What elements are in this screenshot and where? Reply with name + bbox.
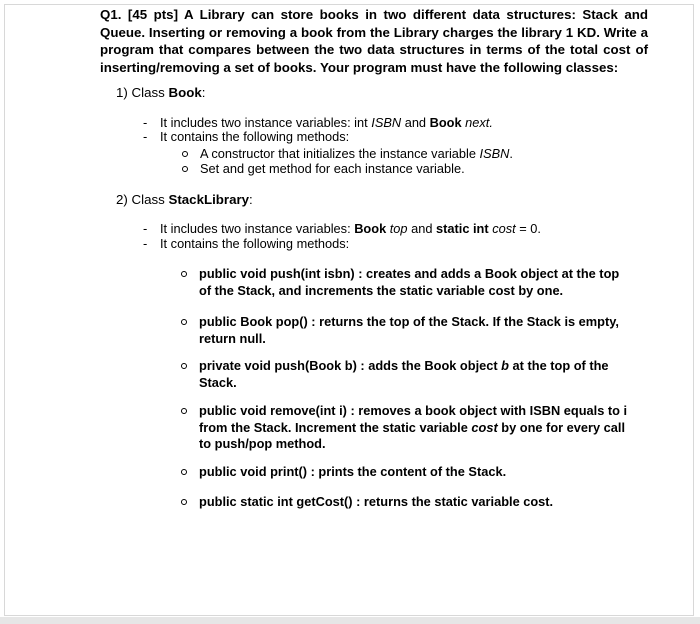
section2-class-name: StackLibrary bbox=[168, 192, 250, 207]
circle-bullet-icon bbox=[181, 319, 187, 325]
method-pop-line1: public Book pop() : returns the top of the Stack. If the Stack is empty, bbox=[199, 314, 619, 329]
dash-bullet: - bbox=[143, 221, 148, 236]
page-shadow bbox=[0, 617, 700, 624]
section2-label: Class bbox=[131, 192, 169, 207]
method-push-int-line2: of the Stack, and increments the static variable cost by one. bbox=[199, 282, 564, 298]
dash-bullet: - bbox=[143, 115, 148, 130]
section1-dash-text-1: It includes two instance variables: int ISBN and Book next. bbox=[160, 115, 493, 130]
section2-number: 2) bbox=[116, 192, 128, 207]
circle-bullet-icon bbox=[181, 363, 187, 369]
section2-colon: : bbox=[249, 192, 253, 207]
method-remove-line2: from the Stack. Increment the static variable cost by one for every call bbox=[199, 419, 626, 435]
circle-bullet-icon bbox=[181, 499, 187, 505]
method-remove-line3: to push/pop method. bbox=[199, 436, 326, 451]
dash-bullet: - bbox=[143, 236, 148, 251]
circle-bullet-icon bbox=[182, 151, 188, 157]
section1-class-name: Book bbox=[168, 85, 202, 100]
circle-bullet-icon bbox=[181, 408, 187, 414]
section1-colon: : bbox=[201, 85, 206, 100]
circle-bullet-icon bbox=[182, 166, 188, 172]
circle-bullet-icon bbox=[181, 271, 187, 277]
method-getcost-line1: public static int getCost() : returns the static variable cost. bbox=[199, 494, 554, 509]
section1-sub-text-1: A constructor that initializes the instance variable ISBN. bbox=[200, 146, 513, 161]
section1-sub-text-2: Set and get method for each instance variable. bbox=[200, 161, 465, 176]
method-pop-line2: return null. bbox=[199, 330, 266, 346]
section2-dash-text-1: It includes two instance variables: Book top and static int cost = 0. bbox=[160, 221, 541, 236]
section1-dash-text-2: It contains the following methods: bbox=[160, 129, 350, 144]
section2-dash-text-2: It contains the following methods: bbox=[160, 236, 350, 251]
method-push-int-line1: public void push(int isbn) : creates and adds a Book object at the top bbox=[199, 266, 620, 281]
circle-bullet-icon bbox=[181, 469, 187, 475]
method-print-line1: public void print() : prints the content of the Stack. bbox=[199, 464, 507, 479]
question-header: Q1. [45 pts] A Library can store books in two different data structures: Stack and Queue. Inserting or removing a book from the Library charges the library 1 KD. Write a program that compares between the two data structures in terms of the total cost of inserting/removing a set of books. Your program must have the following classes: bbox=[100, 7, 648, 75]
section1-number: 1) bbox=[116, 85, 128, 100]
document-page bbox=[4, 4, 694, 616]
method-push-book-line2: Stack. bbox=[199, 374, 237, 390]
section1-title bbox=[116, 85, 205, 101]
method-push-book-line1: private void push(Book b) : adds the Book object b at the top of the bbox=[199, 358, 609, 373]
section1-label: Class bbox=[131, 85, 169, 100]
dash-bullet: - bbox=[143, 129, 148, 144]
section2-title bbox=[116, 192, 253, 208]
method-remove-line1: public void remove(int i) : removes a book object with ISBN equals to i bbox=[199, 403, 628, 418]
